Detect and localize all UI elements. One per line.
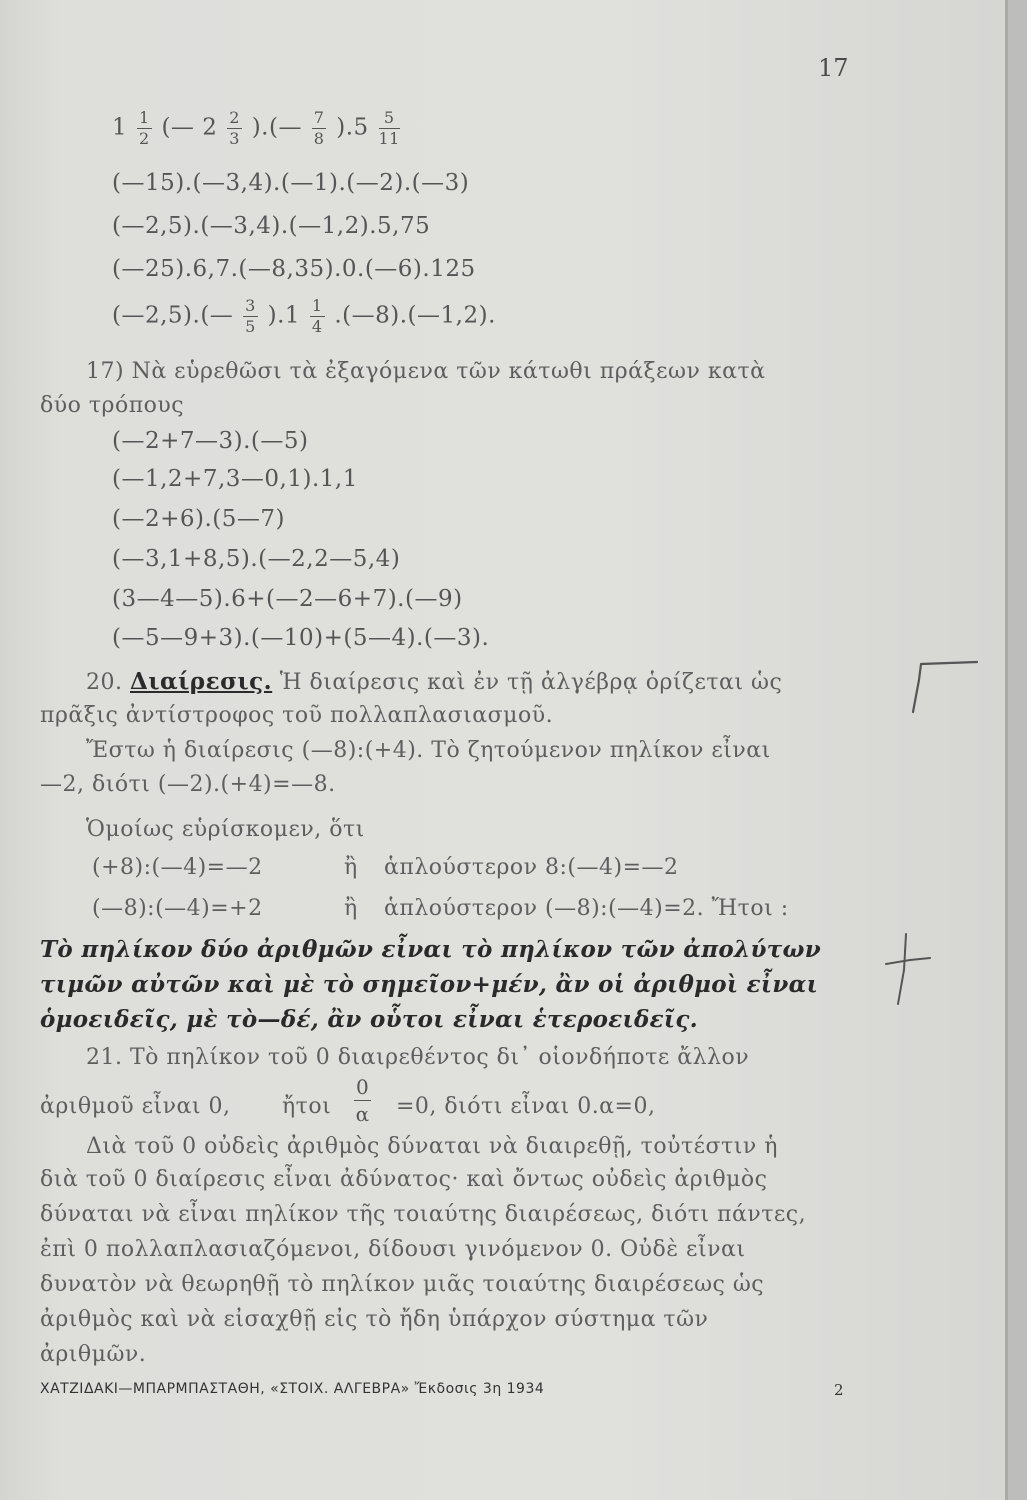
section-21-paragraph-line: διὰ τοῦ 0 διαίρεσις εἶναι ἀδύνατος· καὶ ὄντως οὐδεὶς ἀριθμὸς [40,1167,768,1192]
exercise-17-row: (—2+6).(5—7) [112,506,286,532]
section-20-line-2: πρᾶξις ἀντίστροφος τοῦ πολλαπλασιασμοῦ. [40,703,554,728]
equation-2-left: (—8):(—4)=+2 [92,896,263,921]
page-number: 17 [818,54,849,82]
section-21-paragraph-line: δύναται νὰ εἶναι πηλίκον τῆς τοιαύτης διαιρέσεως, διότι πάντες, [40,1202,807,1227]
math-row-4: (—25).6,7.(—8,35).0.(—6).125 [112,256,476,282]
footer-citation: ΧΑΤΖΙΔΑΚΙ—ΜΠΑΡΜΠΑΣΤΑΘΗ, «ΣΤΟΙΧ. ΑΛΓΕΒΡΑ» Ἔκδοσις 3η 1934 [40,1381,545,1397]
section-heading: Διαίρεσις. [130,668,273,695]
fraction: $\frac{5}{11}$ [378,108,400,148]
rule-line-1: Τὸ πηλίκον δύο ἀριθμῶν εἶναι τὸ πηλίκον τῶν ἀπολύτων [40,936,821,963]
section-20-line-1: 20. Διαίρεσις. Ἡ διαίρεσις καὶ ἐν τῇ ἀλγέβρᾳ ὁρίζεται ὡς [86,668,783,695]
exercise-17-row: (3—4—5).6+(—2—6+7).(—9) [112,586,463,612]
math-row-2: (—15).(—3,4).(—1).(—2).(—3) [112,170,470,196]
exercise-17-row: (—2+7—3).(—5) [112,428,309,454]
section-21-line-2a: ἀριθμοῦ εἶναι 0, [40,1094,231,1119]
math-row-5: (—2,5).(— $\frac{3}{5}$ ).1 $\frac{1}{4}$ .(—8).(—1,2). [112,296,496,336]
page-edge [1008,0,1027,1500]
section-21-paragraph-line: ἀριθμὸς καὶ νὰ εἰσαχθῇ εἰς τὸ ἤδη ὑπάρχον σύστημα τῶν [40,1307,709,1332]
section-21-line-2c: =0, διότι εἶναι 0.α=0, [396,1094,656,1119]
math-row-3: (—2,5).(—3,4).(—1,2).5,75 [112,213,431,239]
section-21-paragraph-line: ἐπὶ 0 πολλαπλασιαζόμενοι, δίδουσι γινόμενον 0. Οὐδὲ εἶναι [40,1237,746,1262]
exercise-17-row: (—3,1+8,5).(—2,2—5,4) [112,546,401,572]
rule-line-2: τιμῶν αὐτῶν καὶ μὲ τὸ σημεῖον+μέν, ἂν οἱ ἀριθμοὶ εἶναι [40,971,819,998]
section-21-paragraph-line: Διὰ τοῦ 0 οὐδεὶς ἀριθμὸς δύναται νὰ διαιρεθῇ, τοὐτέστιν ἡ [86,1134,778,1159]
exercise-17-line-1: 17) Νὰ εὑρεθῶσι τὰ ἐξαγόμενα τῶν κάτωθι πράξεων κατὰ [86,359,766,384]
section-21-paragraph-line: δυνατὸν νὰ θεωρηθῇ τὸ πηλίκον μιᾶς τοιαύτης διαιρέσεως ὡς [40,1272,765,1297]
pencil-margin-mark [880,930,940,1010]
fraction: $\frac{2}{3}$ [229,108,240,148]
fraction: $\frac{3}{5}$ [245,296,256,336]
exercise-17-row: (—1,2+7,3—0,1).1,1 [112,466,358,492]
rule-line-3: ὁμοειδεῖς, μὲ τὸ—δέ, ἂν οὗτοι εἶναι ἑτεροειδεῖς. [40,1006,698,1033]
exercise-17-row: (—5—9+3).(—10)+(5—4).(—3). [112,625,490,651]
equation-1-right: ἁπλούστερον 8:(—4)=—2 [384,855,679,880]
math-row-1: 1 $\frac{1}{2}$ (— 2 $\frac{2}{3}$ ).(— $\frac{7}{8}$ ).5 $\frac{5}{11}$ [112,108,400,148]
equation-2-right: ἁπλούστερον (—8):(—4)=2. Ἤτοι : [384,896,789,921]
signature-number: 2 [834,1381,844,1399]
fraction: $\frac{7}{8}$ [313,108,325,148]
exercise-17-line-2: δύο τρόπους [40,393,185,418]
section-20-line-5: Ὁμοίως εὑρίσκομεν, ὅτι [86,817,365,842]
equation-1-or: ἢ [344,855,358,880]
section-21-line-1: 21. Τὸ πηλίκον τοῦ 0 διαιρεθέντος δι᾽ οἱονδήποτε ἄλλον [86,1045,750,1070]
section-21-line-2b: ἤτοι [282,1094,332,1119]
equation-2-or: ἢ [344,896,358,921]
section-20-line-4: —2, διότι (—2).(+4)=—8. [40,772,336,797]
equation-1-left: (+8):(—4)=—2 [92,855,263,880]
section-20-line-3: Ἔστω ἡ διαίρεσις (—8):(+4). Τὸ ζητούμενον πηλίκον εἶναι [86,738,771,763]
section-21-paragraph-line: ἀριθμῶν. [40,1342,147,1367]
fraction: $\frac{1}{2}$ [138,108,150,148]
fraction: $\frac{1}{4}$ [311,296,323,336]
zero-over-alpha-fraction: $\frac{0}{\alpha}$ [355,1075,370,1126]
pencil-margin-mark [895,650,985,720]
